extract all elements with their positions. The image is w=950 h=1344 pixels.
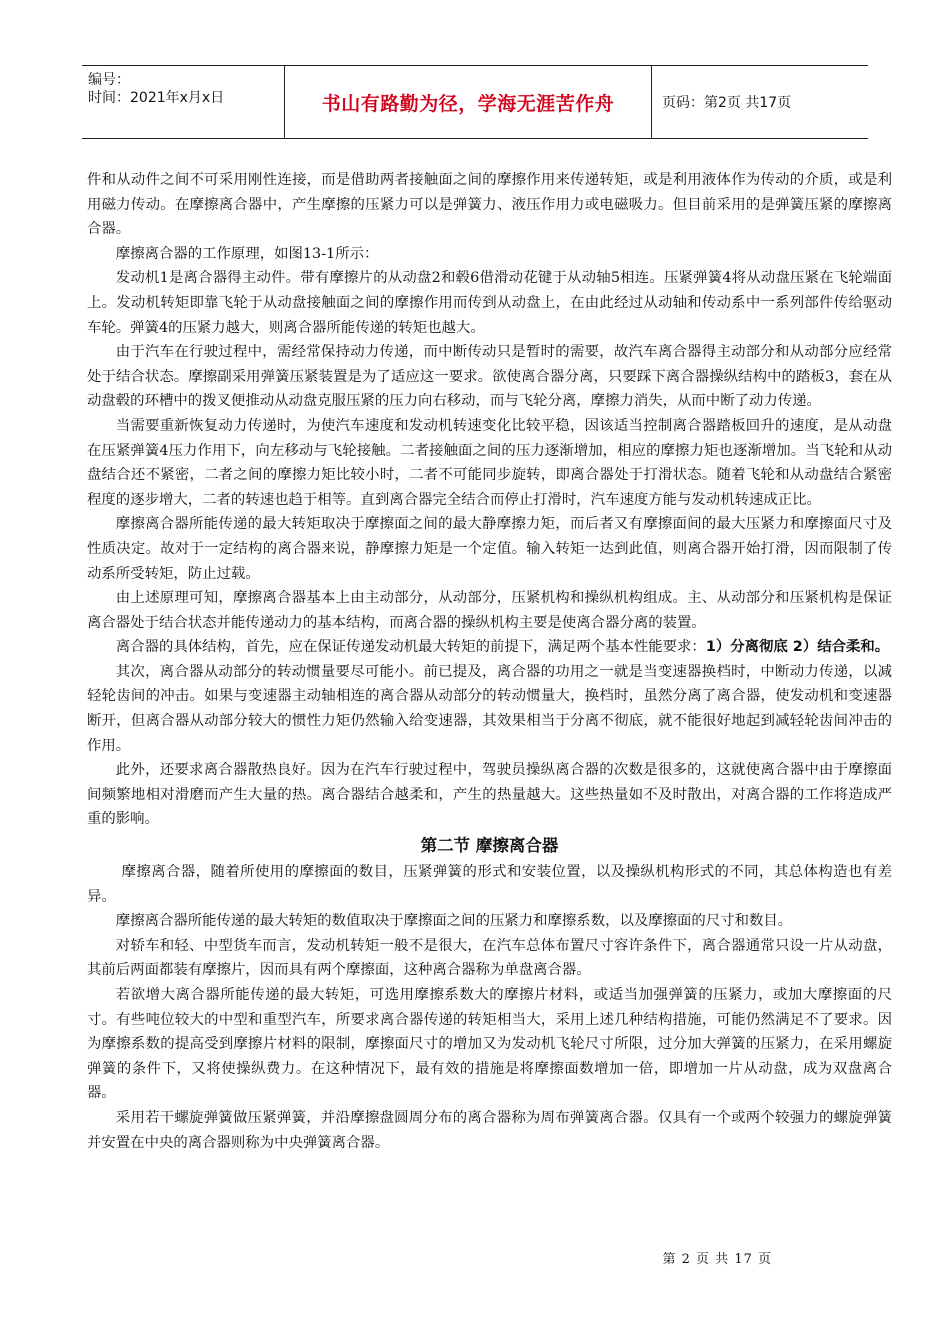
header-meta xyxy=(82,66,285,138)
paragraph: 摩擦离合器所能传递的最大转矩取决于摩擦面之间的最大静摩擦力矩，而后者又有摩擦面间的最大压紧力和摩擦面尺寸及性质决定。故对于一定结构的离合器来说，静摩擦力矩是一个定值。输入转矩一达到此值，则离合器开始打滑，因而限制了传动系所受转矩，防止过载。 xyxy=(87,516,892,582)
paragraph: 对轿车和轻、中型货车而言，发动机转矩一般不是很大，在汽车总体布置尺寸容许条件下，离合器通常只设一片从动盘，其前后两面都装有摩擦片，因而具有两个摩擦面，这种离合器称为单盘离合器。 xyxy=(87,937,892,979)
paragraph: 由上述原理可知，摩擦离合器基本上由主动部分，从动部分，压紧机构和操纵机构组成。主、从动部分和压紧机构是保证离合器处于结合状态并能传递动力的基本结构，而离合器的操纵机构主要是使离合器分离的装置。 xyxy=(87,590,892,631)
footer-page-number: 第 2 页 共 17 页 xyxy=(662,1252,772,1267)
section-title: 第二节 摩擦离合器 xyxy=(420,836,559,856)
header-page-info xyxy=(652,66,868,138)
paragraph: 摩擦离合器的工作原理，如图13-1所示： xyxy=(115,245,379,262)
paragraph: 若欲增大离合器所能传递的最大转矩，可选用摩擦系数大的摩擦片材料，或适当加强弹簧的压紧力，或加大摩擦面的尺寸。有些吨位较大的中型和重型汽车，所要求离合器传递的转矩相当大，采用上述几种结构措施，可能仍然满足不了要求。因为摩擦系数的提高受到摩擦片材料的限制，摩擦面尺寸的增加又为发动机飞轮尺寸所限，过分加大弹簧的压紧力，在采用螺旋弹簧的条件下，又将使操纵费力。在这种情况下，最有效的措施是将摩擦面数增加一倍，即增加一片从动盘，成为双盘离合器。 xyxy=(87,987,892,1102)
header-motto-cell xyxy=(285,66,652,138)
page-footer xyxy=(663,1248,772,1267)
paragraph: 其次，离合器从动部分的转动惯量要尽可能小。前已提及，离合器的功用之一就是当变速器换档时，中断动力传递，以减轻轮齿间的冲击。如果与变速器主动轴相连的离合器从动部分的转动惯量大，换档时，虽然分离了离合器，使发动机和变速器断开，但离合器从动部分较大的惯性力矩仍然输入给变速器，其效果相当于分离不彻底，就不能很好地起到减轻轮齿间冲击的作用。 xyxy=(87,663,892,754)
paragraph: 件和从动件之间不可采用刚性连接，而是借助两者接触面之间的摩擦作用来传递转矩，或是利用液体作为传动的介质，或是利用磁力传动。在摩擦离合器中，产生摩擦的压紧力可以是弹簧力、液压作用力或电磁吸力。但目前采用的是弹簧压紧的摩擦离合器。 xyxy=(87,172,892,238)
paragraph: 发动机1是离合器得主动件。带有摩擦片的从动盘2和毂6借滑动花键于从动轴5相连。压紧弹簧4将从动盘压紧在飞轮端面上。发动机转矩即靠飞轮于从动盘接触面之间的摩擦作用而传到从动盘上，在由此经过从动轴和传动系中一系列部件传给驱动车轮。弹簧4的压紧力越大，则离合器所能传递的转矩也越大。 xyxy=(87,270,892,336)
paragraph: 此外，还要求离合器散热良好。因为在汽车行驶过程中，驾驶员操纵离合器的次数是很多的，这就使离合器中由于摩擦面间频繁地相对滑磨而产生大量的热。离合器结合越柔和，产生的热量越大。这些热量如不及时散出，对离合器的工作将造成严重的影响。 xyxy=(87,762,892,828)
paragraph: 摩擦离合器，随着所使用的摩擦面的数目，压紧弹簧的形式和安装位置，以及操纵机构形式的不同，其总体构造也有差异。 xyxy=(87,864,892,905)
requirements-bold: 1）分离彻底 2）结合柔和。 xyxy=(705,639,890,656)
document-body xyxy=(87,168,892,1155)
page-info-text: 页码：第2页 共17页 xyxy=(662,95,792,111)
paragraph: 当需要重新恢复动力传递时，为使汽车速度和发动机转速变化比较平稳，因该适当控制离合器踏板回升的速度，是从动盘在压紧弹簧4压力作用下，向左移动与飞轮接触。二者接触面之间的压力逐渐增加，相应的摩擦力矩也逐渐增加。当飞轮和从动盘结合还不紧密，二者之间的摩擦力矩比较小时，二者不可能同步旋转，即离合器处于打滑状态。随着飞轮和从动盘结合紧密程度的逐步增大，二者的转速也趋于相等。直到离合器完全结合而停止打滑时，汽车速度方能与发动机转速成正比。 xyxy=(87,417,892,508)
requirements-text: 离合器的具体结构，首先，应在保证传递发动机最大转矩的前提下，满足两个基本性能要求： xyxy=(115,639,706,656)
page-header xyxy=(82,65,868,139)
paragraph: 由于汽车在行驶过程中，需经常保持动力传递，而中断传动只是暂时的需要，故汽车离合器得主动部分和从动部分应经常处于结合状态。摩擦副采用弹簧压紧装置是为了适应这一要求。欲使离合器分离，只要踩下离合器操纵结构中的踏板3，套在从动盘毂的环槽中的拨叉便推动从动盘克服压紧的压力向右移动，而与飞轮分离，摩擦力消失，从而中断了动力传递。 xyxy=(87,344,892,410)
document-number-label: 编号： xyxy=(88,72,130,88)
document-time: 时间：2021年x月x日 xyxy=(88,90,225,106)
motto-text: 书山有路勤为径，学海无涯苦作舟 xyxy=(321,92,615,115)
paragraph: 采用若干螺旋弹簧做压紧弹簧，并沿摩擦盘圆周分布的离合器称为周布弹簧离合器。仅具有一个或两个较强力的螺旋弹簧并安置在中央的离合器则称为中央弹簧离合器。 xyxy=(87,1109,892,1151)
requirements-paragraph xyxy=(87,635,892,660)
paragraph: 摩擦离合器所能传递的最大转矩的数值取决于摩擦面之间的压紧力和摩擦系数，以及摩擦面的尺寸和数目。 xyxy=(115,913,793,930)
